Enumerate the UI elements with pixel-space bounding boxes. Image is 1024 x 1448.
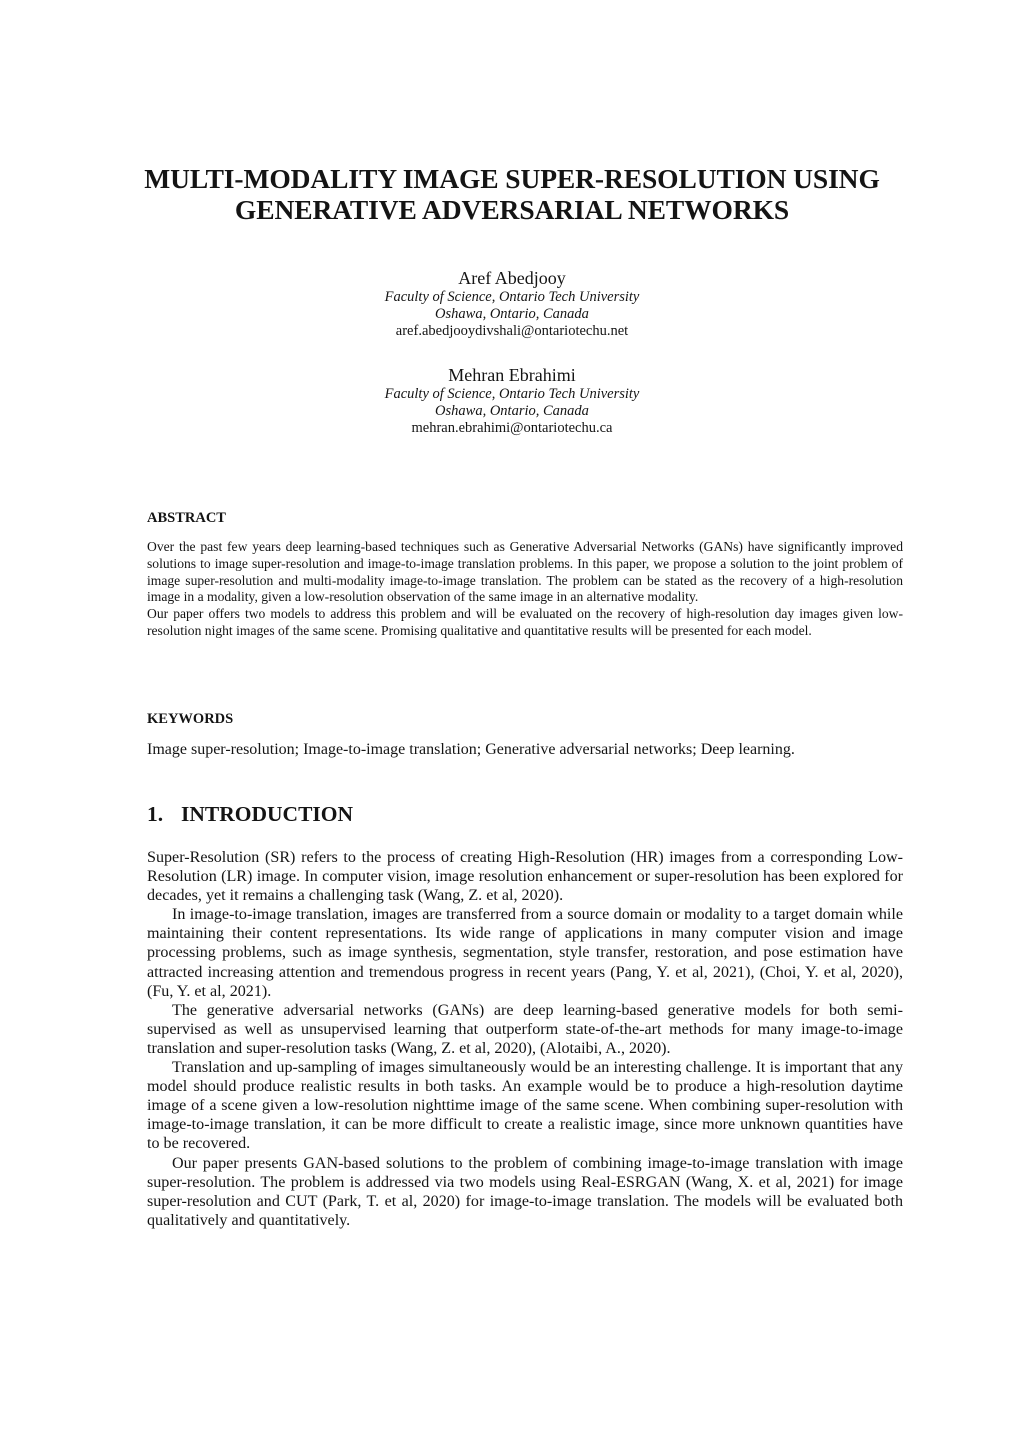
author-affiliation: Faculty of Science, Ontario Tech University [384,289,640,305]
introduction-paragraph: In image-to-image translation, images are transferred from a source domain or modality to a target domain while maintaining their content representations. Its wide range of applications in many computer vision and image processing problems, such as image synthesis, segmentation, style transfer, restoration, and pose estimation have attracted increasing attention and tremendous progress in recent years (Pang, Y. et al, 2021), (Choi, Y. et al, 2020), (Fu, Y. et al, 2021). [147,906,903,1000]
introduction-heading [147,801,353,827]
author-block-1 [262,267,762,340]
introduction-body [147,848,903,1230]
keywords-heading: KEYWORDS [147,711,234,727]
author-name: Aref Abedjooy [458,268,566,288]
author-affiliation: Faculty of Science, Ontario Tech University [384,386,640,402]
introduction-paragraph: Super-Resolution (SR) refers to the process of creating High-Resolution (HR) images from a corresponding Low-Resolution (LR) image. In computer vision, image resolution enhancement or super-resolution has been explored for decades, yet it remains a challenging task (Wang, Z. et al, 2020). [147,849,903,905]
abstract-paragraph: Our paper offers two models to address this problem and will be evaluated on the recovery of high-resolution day images given low-resolution night images of the same scene. Promising qualitative and quantitative results will be presented for each model. [147,606,903,638]
keywords-text: Image super-resolution; Image-to-image translation; Generative adversarial networks; Deep learning. [147,741,795,758]
author-email: mehran.ebrahimi@ontariotechu.ca [411,420,613,436]
section-number: 1. [147,802,164,826]
title-line-2: GENERATIVE ADVERSARIAL NETWORKS [234,194,790,225]
introduction-paragraph: Our paper presents GAN-based solutions to the problem of combining image-to-image translation with image super-resolution. The problem is addressed via two models using Real-ESRGAN (Wang, X. et al, 2021) for image super-resolution and CUT (Park, T. et al, 2020) for image-to-image translation. The models will be evaluated both qualitatively and quantitatively. [147,1154,903,1229]
author-name: Mehran Ebrahimi [448,365,576,385]
title-line-1: MULTI-MODALITY IMAGE SUPER-RESOLUTION USING [144,163,880,194]
abstract-paragraph: Over the past few years deep learning-based techniques such as Generative Adversarial Networks (GANs) have significantly improved solutions to image super-resolution and image-to-image translation problems. In this paper, we propose a solution to the joint problem of image super-resolution and multi-modality image-to-image translation. The problem can be stated as the recovery of a high-resolution image in a modality, given a low-resolution observation of the same image in an alternative modality. [147,539,903,605]
author-email: aref.abedjooydivshali@ontariotechu.net [395,323,629,339]
abstract-heading: ABSTRACT [147,510,226,526]
abstract-body [147,539,903,640]
introduction-paragraph: The generative adversarial networks (GANs) are deep learning-based generative models for both semi-supervised as well as unsupervised learning that outperform state-of-the-art methods for many image-to-image translation and super-resolution tasks (Wang, Z. et al, 2020), (Alotaibi, A., 2020). [147,1001,903,1057]
author-block-2 [262,364,762,437]
introduction-paragraph: Translation and up-sampling of images simultaneously would be an interesting challenge. It is important that any model should produce realistic results in both tasks. An example would be to produce a high-resolution daytime image of a scene given a low-resolution nighttime image of the same scene. When combining super-resolution with image-to-image translation, it can be more difficult to create a realistic image, since more unknown quantities have to be recovered. [147,1059,903,1153]
section-title: INTRODUCTION [181,802,354,826]
author-location: Oshawa, Ontario, Canada [435,403,589,419]
author-location: Oshawa, Ontario, Canada [435,306,589,322]
paper-title [100,163,924,225]
